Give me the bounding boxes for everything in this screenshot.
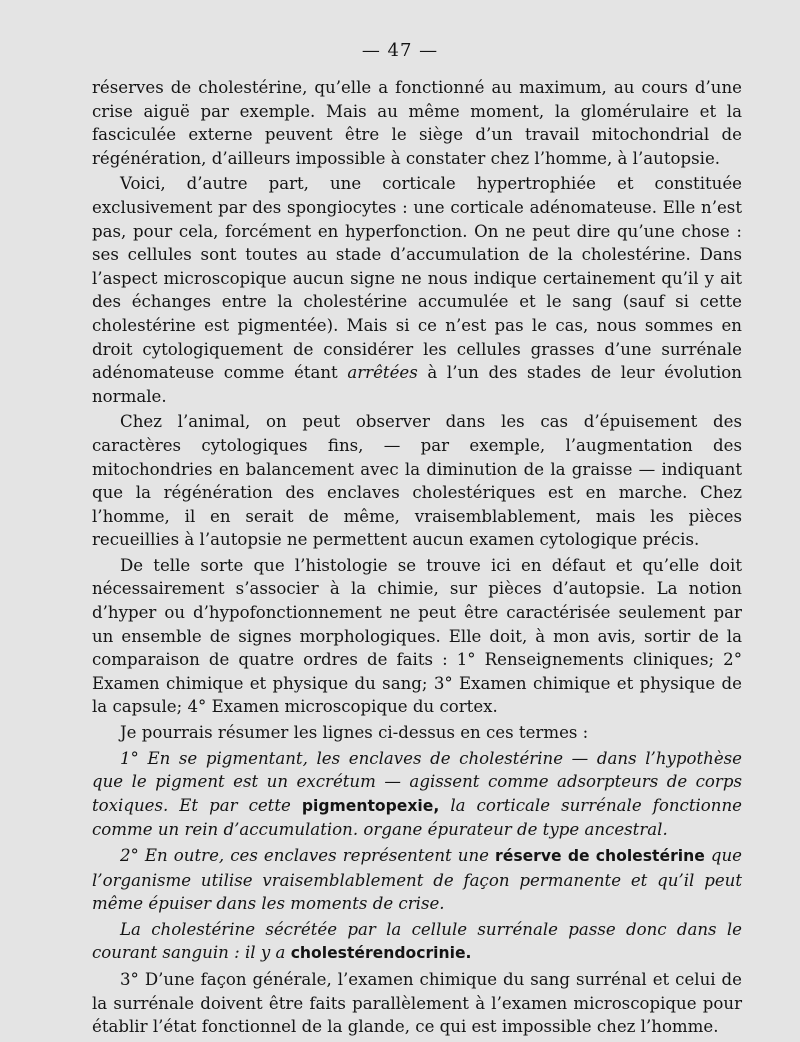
summary-point-2: [92, 844, 742, 916]
summary-point-3: 3° D’une façon générale, l’examen chimique du sang surrénal et celui de la surrénale doivent être faits parallèlement à l’examen microscopique pour établir l’état fonctionnel de la glande, ce qui est impossible chez l’homme.: [92, 969, 742, 1037]
summary-point-1: [92, 747, 742, 842]
paragraph-3: Chez l’animal, on peut observer dans les cas d’épuisement des caractères cytologiques fins, — par exemple, l’augmentation des mitochondries en balancement avec la diminution de la graisse — indiquant que la régénération des enclaves cholestériques est en marche. Chez l’homme, il en serait de même, vraisemblablement, mais les pièces recueillies à l’autopsie ne permettent aucun examen cytologique précis.: [92, 412, 742, 550]
paragraph-2: [92, 172, 742, 408]
summary-point-2-end: que l’organisme utilise vraisemblablement de façon permanente et qu’il peut même épuiser dans les moments de crise.: [92, 846, 743, 914]
summary-point-2-text: 2° En outre, ces enclaves représentent une: [120, 846, 489, 865]
paragraph-4: De telle sorte que l’histologie se trouve ici en défaut et qu’elle doit nécessairement s’associer à la chimie, sur pièces d’autopsie. La notion d’hyper ou d’hypofonctionnement ne peut être caractérisée seulement par un ensemble de signes morphologiques. Elle doit, à mon avis, sortir de la comparaison de quatre ordres de faits : 1° Renseignements cliniques; 2° Examen chimique et physique du sang; 3° Examen chimique et physique de la capsule; 4° Examen microscopique du cortex.: [92, 555, 742, 717]
page-number: — 47 —: [361, 40, 439, 61]
term-reserve-cholesterine: réserve de cholestérine: [495, 847, 705, 865]
conclusion-line: [92, 918, 742, 966]
term-pigmentopexie: pigmentopexie,: [301, 796, 440, 815]
body-text: [92, 76, 742, 1039]
summary-point-1-end: la corticale surrénale fonctionne comme un rein d’accumulation. organe épurateur de type ancestral.: [92, 795, 742, 840]
conclusion-text: La cholestérine sécrétée par la cellule surrénale passe donc dans le courant sanguin : il y a: [92, 919, 742, 963]
paragraph-2-end: à l’un des stades de leur évolution normale.: [92, 363, 742, 406]
term-cholesterendocrinie: cholestérendocrinie.: [290, 944, 472, 963]
paragraph-2-text: Voici, d’autre part, une corticale hypertrophiée et constituée exclusivement par des spongiocytes : une corticale adénomateuse. Elle n’est pas, pour cela, forcément en hyperfonction. On ne peut dire qu’une chose : ses cellules sont toutes au stade d’accumulation de la cholestérine. Dans l’aspect microscopique aucun signe ne nous indique certainement qu’il y ait des échanges entre la cholestérine accumulée et le sang (sauf si cette cholestérine est pigmentée). Mais si ce n’est pas le cas, nous sommes en droit cytologiquement de considérer les cellules grasses d’une surrénale adénomateuse comme étant: [92, 174, 742, 383]
paragraph-5: Je pourrais résumer les lignes ci-dessus en ces termes :: [120, 723, 589, 743]
paragraph-1: réserves de cholestérine, qu’elle a fonctionné au maximum, au cours d’une crise aiguë par exemple. Mais au même moment, la glomérulaire et la fasciculée externe peuvent être le siège d’un travail mitochondrial de régénération, d’ailleurs impossible à constater chez l’homme, à l’autopsie.: [92, 78, 742, 168]
emphasis-arretees: arrêtées: [347, 363, 418, 383]
summary-point-1-text: 1° En se pigmentant, les enclaves de cholestérine — dans l’hypothèse que le pigment est un excrétum — agissent comme adsorpteurs de corps toxiques. Et par cette: [92, 748, 742, 815]
